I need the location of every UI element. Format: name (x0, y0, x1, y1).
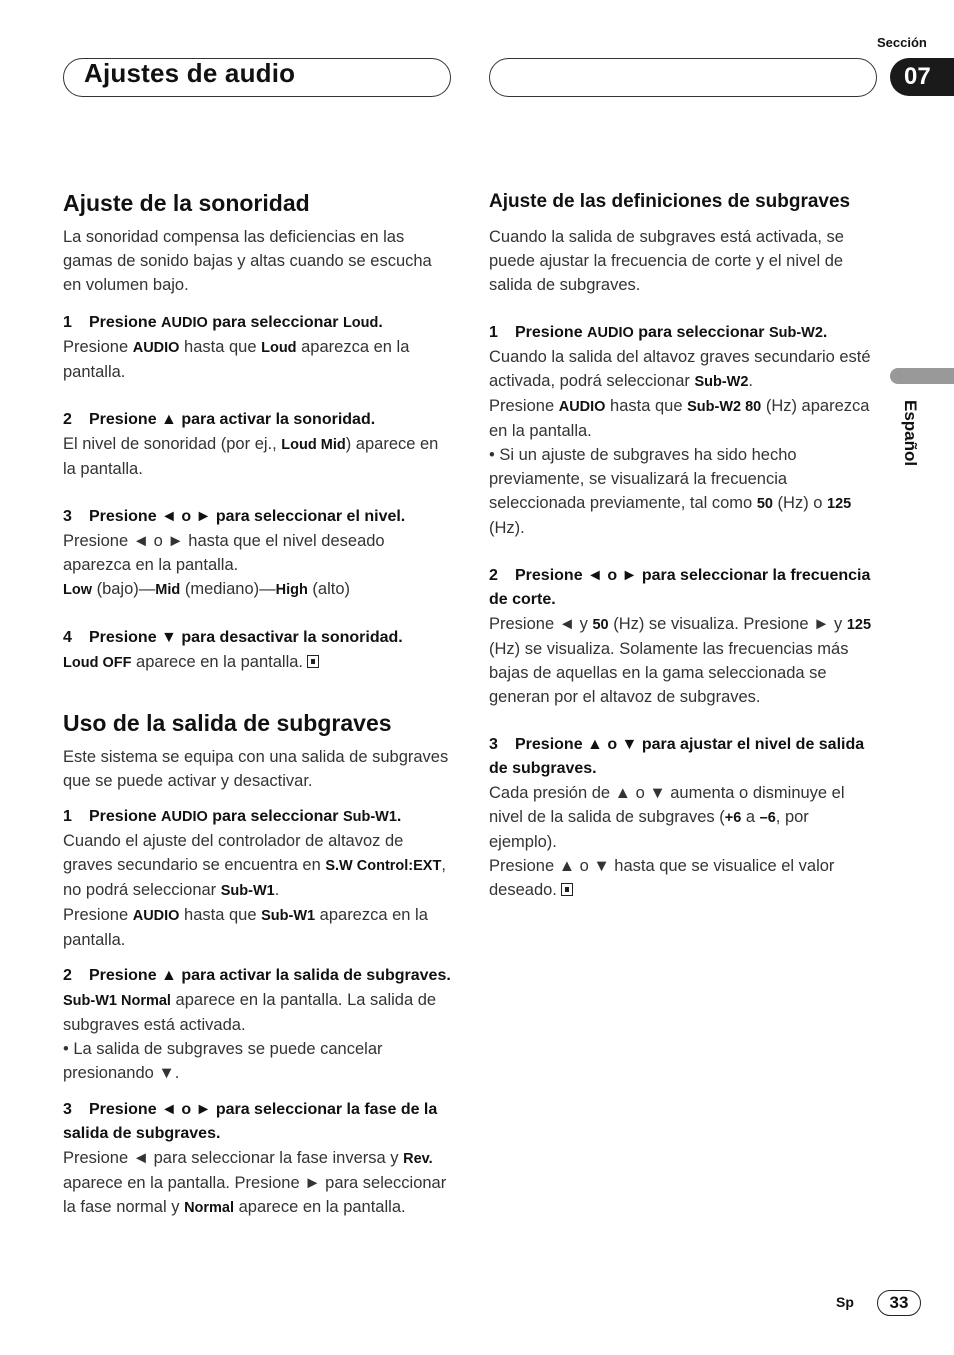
section-label: Sección (877, 35, 927, 50)
subwoofer-step-2-body: Sub-W1 Normal aparece en la pantalla. La salida de subgraves está activada. (63, 991, 437, 1034)
settings-step-3: 3 Presione ▲ o ▼ para ajustar el nivel de salida de subgraves. (489, 736, 865, 777)
loudness-heading: Ajuste de la sonoridad (63, 190, 310, 216)
subwoofer-step-1-body: Cuando el ajuste del controlador de altavoz de graves secundario se encuentra en S.W Control:EXT, no podrá seleccionar Sub-W1. Presione AUDIO hasta que Sub-W1 aparezca en la pantalla. (63, 832, 446, 949)
settings-step-1-body: Cuando la salida del altavoz graves secundario esté activada, podrá seleccionar Sub-W2. Presione AUDIO hasta que Sub-W2 80 (Hz) aparezca en la pantalla. (489, 348, 871, 440)
subwoofer-settings-intro: Cuando la salida de subgraves está activada, se puede ajustar la frecuencia de corte y el nivel de salida de subgraves. (489, 228, 844, 294)
loudness-step-3: 3 Presione ◄ o ► para seleccionar el nivel. (63, 508, 406, 525)
loudness-step-1-body: Presione AUDIO hasta que Loud aparezca en la pantalla. (63, 338, 410, 381)
loudness-step-1: 1 Presione AUDIO para seleccionar Loud. (63, 314, 383, 331)
subwoofer-step-3: 3 Presione ◄ o ► para seleccionar la fase de la salida de subgraves. (63, 1101, 438, 1142)
side-tab-marker (890, 368, 954, 384)
subwoofer-step-3-body: Presione ◄ para seleccionar la fase inversa y Rev. aparece en la pantalla. Presione ► para seleccionar la fase normal y Normal aparece en la pantalla. (63, 1149, 447, 1216)
subwoofer-settings-heading: Ajuste de las definiciones de subgraves (489, 191, 851, 212)
page-number: 33 (877, 1290, 921, 1316)
loudness-intro: La sonoridad compensa las deficiencias en las gamas de sonido bajas y altas cuando se escucha en volumen bajo. (63, 228, 432, 294)
settings-step-3-body: Cada presión de ▲ o ▼ aumenta o disminuye el nivel de la salida de subgraves (+6 a –6, por ejemplo). Presione ▲ o ▼ hasta que se visualice el valor deseado. (489, 784, 845, 899)
right-column (489, 189, 879, 902)
section-number-badge: 07 (890, 58, 954, 96)
settings-step-2: 2 Presione ◄ o ► para seleccionar la frecuencia de corte. (489, 567, 871, 608)
language-label: Español (901, 400, 920, 467)
subwoofer-step-2: 2 Presione ▲ para activar la salida de subgraves. (63, 967, 451, 984)
settings-step-1-bullet: • Si un ajuste de subgraves ha sido hecho previamente, se visualizará la frecuencia seleccionada previamente, tal como 50 (Hz) o 125 (Hz). (489, 446, 852, 537)
settings-step-1: 1 Presione AUDIO para seleccionar Sub-W2. (489, 324, 828, 341)
loudness-step-2-body: El nivel de sonoridad (por ej., Loud Mid) aparece en la pantalla. (63, 435, 439, 478)
loudness-step-2: 2 Presione ▲ para activar la sonoridad. (63, 411, 376, 428)
end-mark-icon (307, 655, 319, 668)
end-mark-icon (561, 883, 573, 896)
page-title: Ajustes de audio (84, 58, 296, 88)
subwoofer-heading: Uso de la salida de subgraves (63, 710, 392, 736)
settings-step-2-body: Presione ◄ y 50 (Hz) se visualiza. Presione ► y 125 (Hz) se visualiza. Solamente las frecuencias más bajas de aquellas en la gama seleccionada se generan por el altavoz de subgraves. (489, 615, 872, 706)
loudness-step-4-body: Loud OFF aparece en la pantalla. (63, 650, 453, 675)
subwoofer-intro: Este sistema se equipa con una salida de subgraves que se puede activar y desactivar. (63, 748, 449, 790)
left-column (63, 189, 453, 1220)
loudness-levels: Low (bajo)—Mid (mediano)—High (alto) (63, 580, 351, 598)
footer-lang-code: Sp (836, 1294, 854, 1310)
loudness-step-3-body: Presione ◄ o ► hasta que el nivel deseado aparezca en la pantalla. (63, 532, 385, 574)
loudness-step-4: 4 Presione ▼ para desactivar la sonoridad. (63, 629, 403, 646)
subwoofer-step-2-bullet: • La salida de subgraves se puede cancelar presionando ▼. (63, 1040, 383, 1082)
subwoofer-step-1: 1 Presione AUDIO para seleccionar Sub-W1. (63, 808, 402, 825)
header-empty-frame (489, 58, 877, 97)
